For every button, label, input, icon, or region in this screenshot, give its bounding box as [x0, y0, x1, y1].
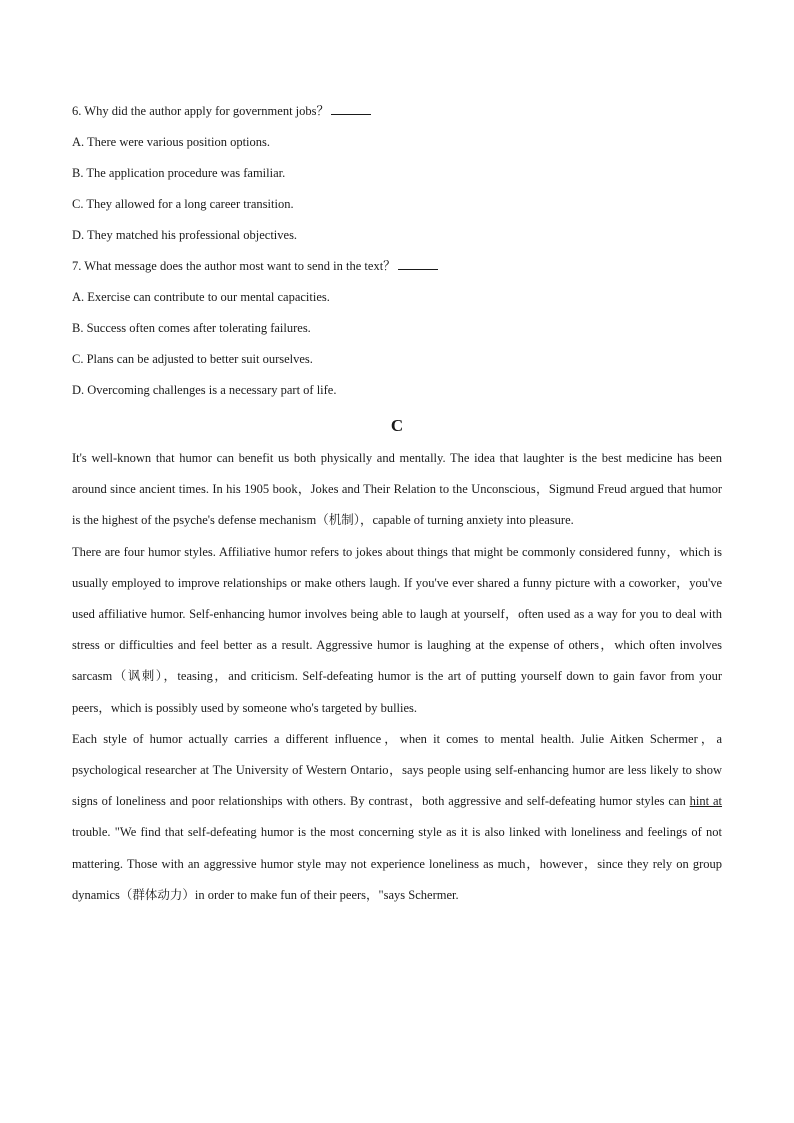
question-7-option-d: D. Overcoming challenges is a necessary part of life. — [72, 383, 337, 397]
passage-paragraph-3: Each style of humor actually carries a different influence，when it comes to mental health. Julie Aitken Schermer，a psychological researcher at The University of Western Ontario，says people using self-enhancing humor are less likely to show signs of loneliness and poor relationships with others. By contrast，both aggressive and self-defeating humor styles can hint at trouble. "We find that self-defeating humor is the most concerning style as it is also linked with loneliness and feelings of not mattering. Those with an aggressive humor style may not experience loneliness as much，however，since they rely on group dynamics（群体动力）in order to make fun of their peers，"says Schermer. — [72, 731, 723, 902]
document-page — [72, 96, 722, 911]
question-7-option-a: A. Exercise can contribute to our mental capacities. — [72, 290, 330, 304]
answer-blank[interactable] — [398, 257, 438, 270]
question-6-option-c: C. They allowed for a long career transition. — [72, 197, 294, 211]
underlined-phrase: hint at — [689, 794, 723, 809]
passage-paragraph-1: It's well-known that humor can benefit us both physically and mentally. The idea that laughter is the best medicine has been around since ancient times. In his 1905 book，Jokes and Their Relation to the Unconscious，Sigmund Freud argued that humor is the highest of the psyche's defense mechanism（机制），capable of turning anxiety into pleasure. — [72, 451, 722, 528]
question-7-stem: 7. What message does the author most want to send in the text？ — [72, 251, 722, 282]
question-6-option-b: B. The application procedure was familiar. — [72, 166, 286, 180]
question-6-option-d: D. They matched his professional objectives. — [72, 228, 298, 242]
question-7-option-b: B. Success often comes after tolerating failures. — [72, 321, 311, 335]
section-heading: C — [390, 416, 404, 435]
question-6-option-a: A. There were various position options. — [72, 135, 270, 149]
question-6-stem: 6. Why did the author apply for government jobs？ — [72, 96, 722, 127]
answer-blank[interactable] — [331, 102, 371, 115]
passage-paragraph-2: There are four humor styles. Affiliative humor refers to jokes about things that might be commonly considered funny，which is usually employed to improve relationships or make others laugh. If you've ever shared a funny picture with a coworker，you've used affiliative humor. Self-enhancing humor involves being able to laugh at yourself，often used as a way for you to deal with stress or difficulties and feel better as a result. Aggressive humor is laughing at the expense of others，which often involves sarcasm（讽刺），teasing，and criticism. Self-defeating humor is the art of putting yourself down to gain favor from your peers，which is possibly used by someone who's targeted by bullies. — [72, 544, 722, 715]
question-7-option-c: C. Plans can be adjusted to better suit ourselves. — [72, 352, 313, 366]
